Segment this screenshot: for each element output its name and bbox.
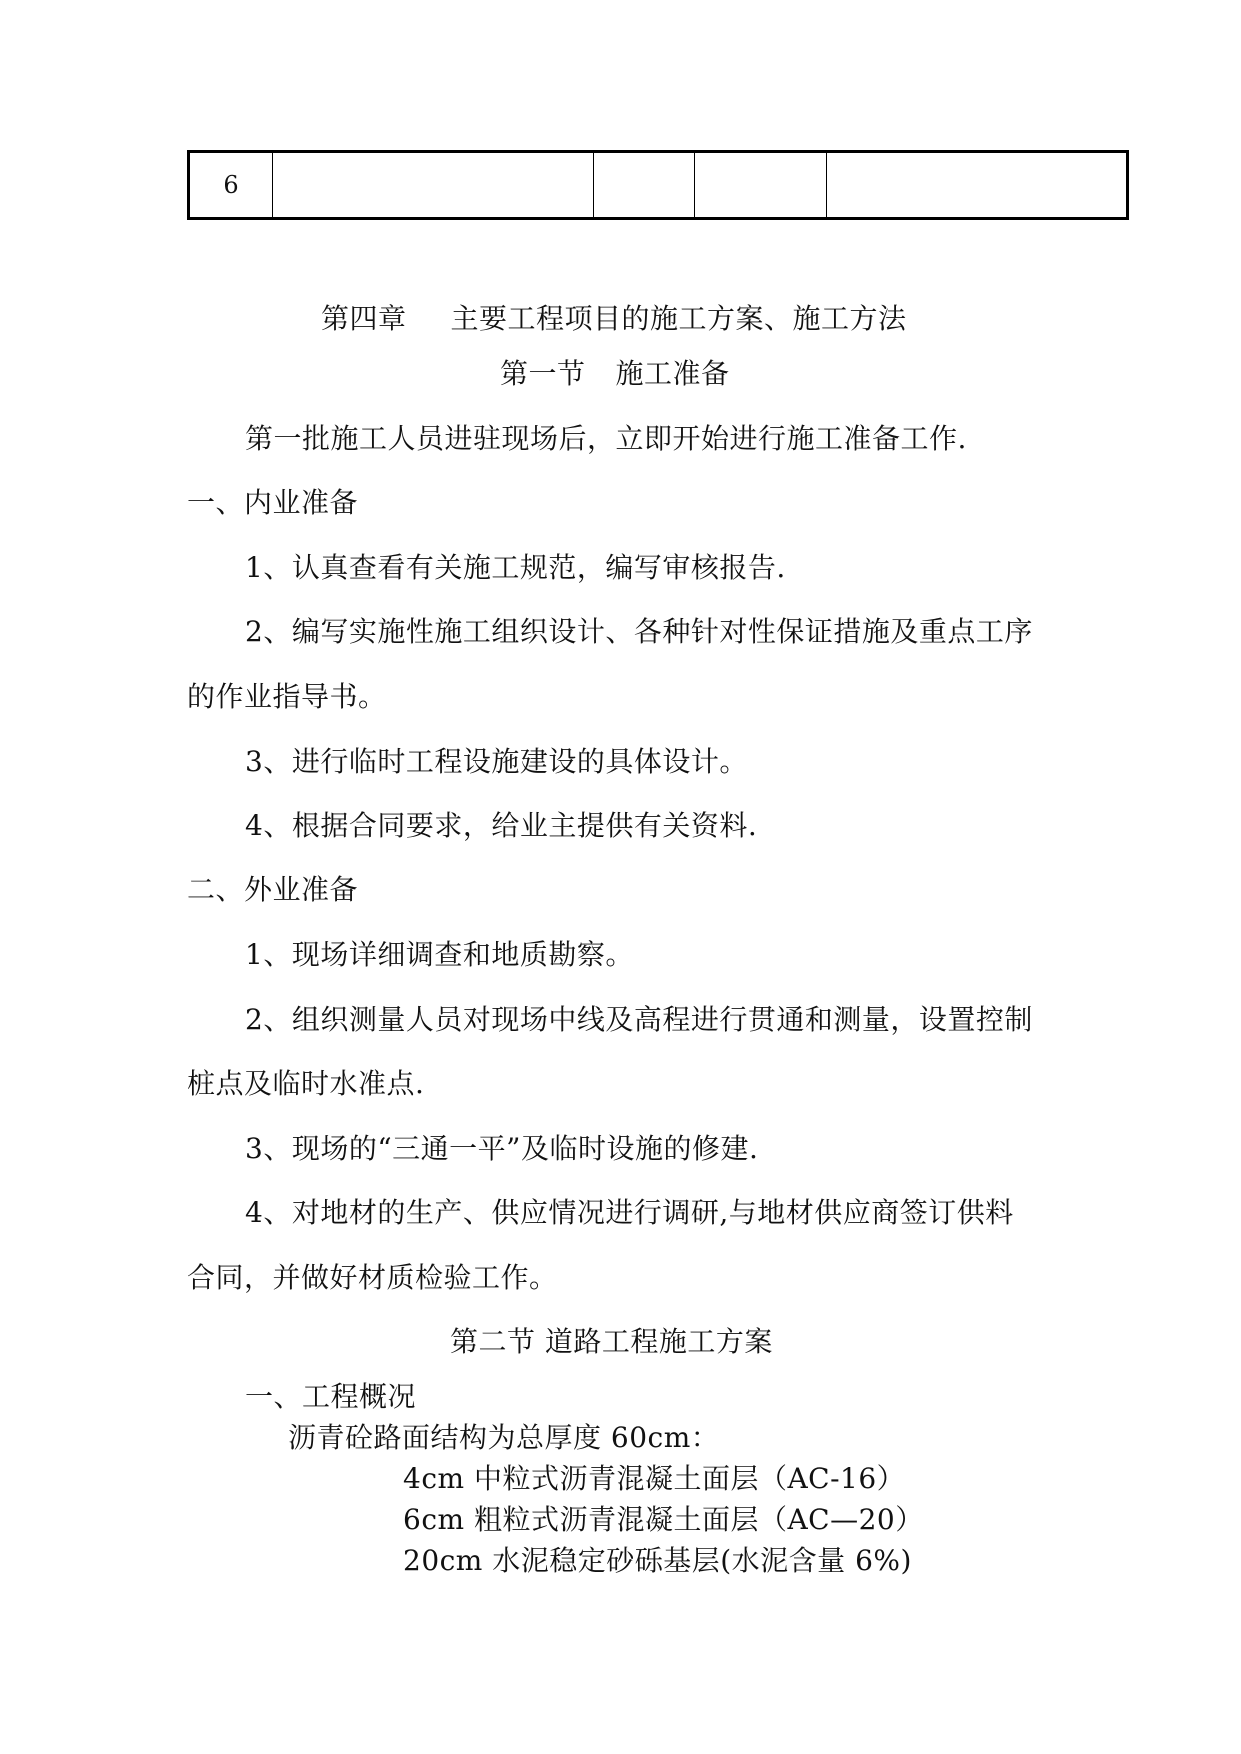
part1-item4: 4、根据合同要求，给业主提供有关资料. (245, 809, 758, 842)
table-cell (695, 152, 827, 219)
part1-item2-line1: 2、编写实施性施工组织设计、各种针对性保证措施及重点工序 (245, 615, 1033, 648)
table-cell (827, 152, 1128, 219)
part1-heading: 一、内业准备 (187, 486, 359, 519)
part1-item1: 1、认真查看有关施工规范，编写审核报告. (245, 551, 786, 584)
table-row (189, 152, 1128, 219)
part2-item4-line1: 4、对地材的生产、供应情况进行调研,与地材供应商签订供料 (245, 1196, 1014, 1229)
part2-item4-line2: 合同，并做好材质检验工作。 (187, 1261, 558, 1294)
part2-item1: 1、现场详细调查和地质勘察。 (245, 938, 634, 971)
layer-item: 4cm 中粒式沥青混凝土面层（AC-16） (403, 1462, 906, 1495)
section-heading (500, 357, 730, 391)
section2-heading: 一、工程概况 (245, 1380, 417, 1413)
layer-item: 6cm 粗粒式沥青混凝土面层（AC—20） (403, 1503, 924, 1536)
part2-item2-line2: 桩点及临时水准点. (187, 1067, 425, 1100)
intro-paragraph: 第一批施工人员进驻现场后，立即开始进行施工准备工作. (245, 422, 967, 455)
chapter-number: 第四章 (321, 302, 407, 335)
data-table (187, 150, 1129, 220)
part2-item2-line1: 2、组织测量人员对现场中线及高程进行贯通和测量，设置控制 (245, 1003, 1033, 1036)
chapter-title: 主要工程项目的施工方案、施工方法 (450, 302, 907, 335)
structure-intro: 沥青砼路面结构为总厚度 60cm： (288, 1421, 720, 1454)
section-title: 施工准备 (615, 357, 730, 390)
part2-item3: 3、现场的“三通一平”及临时设施的修建. (245, 1132, 759, 1165)
part1-item3: 3、进行临时工程设施建设的具体设计。 (245, 745, 748, 778)
layer-item: 20cm 水泥稳定砂砾基层(水泥含量 6%) (403, 1544, 912, 1577)
section2-title: 第二节 道路工程施工方案 (450, 1325, 773, 1358)
chapter-heading (321, 302, 907, 336)
part1-item2-line2: 的作业指导书。 (187, 680, 387, 713)
table-cell (594, 152, 695, 219)
table-cell (273, 152, 594, 219)
section-number: 第一节 (500, 357, 586, 390)
part2-heading: 二、外业准备 (187, 873, 359, 906)
table-cell-index: 6 (189, 152, 273, 219)
